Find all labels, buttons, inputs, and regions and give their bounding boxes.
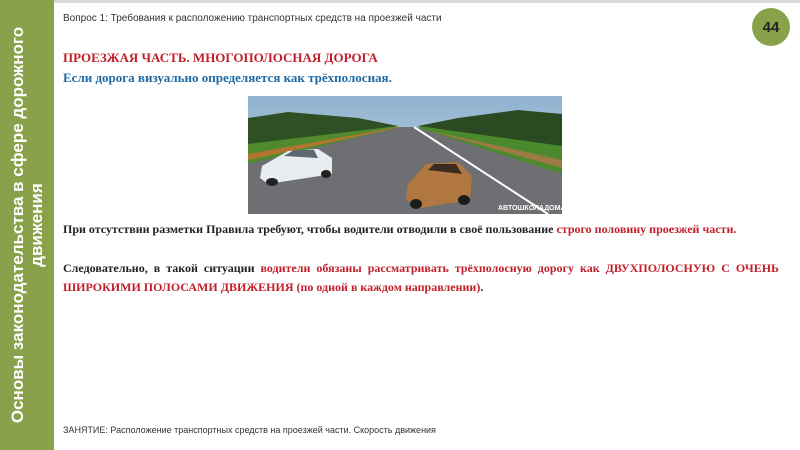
para1-emphasis: строго половину проезжей части.	[556, 222, 737, 236]
footer-label: ЗАНЯТИЕ:	[63, 425, 108, 435]
question-header: Вопрос 1: Требования к расположению транспортных средств на проезжей части	[63, 13, 442, 24]
paragraph-conclusion	[63, 259, 779, 297]
paragraph-rule	[63, 220, 779, 239]
slide-number-badge: 44	[752, 8, 790, 46]
image-watermark: АВТОШКОЛАДОМА.РФ	[498, 205, 579, 212]
top-divider	[54, 0, 800, 3]
para1-text: При отсутствии разметки Правила требуют, чтобы водители отводили в своё пользование	[63, 222, 557, 236]
sidebar	[0, 0, 54, 450]
para2-end: .	[480, 280, 484, 294]
section-title: ПРОЕЗЖАЯ ЧАСТЬ. МНОГОПОЛОСНАЯ ДОРОГА	[63, 50, 378, 65]
road-scene-image	[248, 96, 579, 214]
para2-text: Следовательно, в такой ситуации	[63, 261, 261, 275]
lesson-footer	[63, 425, 436, 435]
section-subtitle: Если дорога визуально определяется как трёхполосная.	[63, 70, 392, 85]
para2-emphasis: водители обязаны рассматривать трёхполосную дорогу как ДВУХПОЛОСНУЮ С ОЧЕНЬ ШИРОКИМИ ПОЛОСАМИ ДВИЖЕНИЯ (по одной в каждом направлении)	[63, 261, 779, 294]
road-illustration	[248, 96, 579, 214]
footer-text: Расположение транспортных средств на проезжей части. Скорость движения	[107, 425, 436, 435]
sidebar-title: Основы законодательства в сфере дорожного движения	[8, 26, 46, 424]
